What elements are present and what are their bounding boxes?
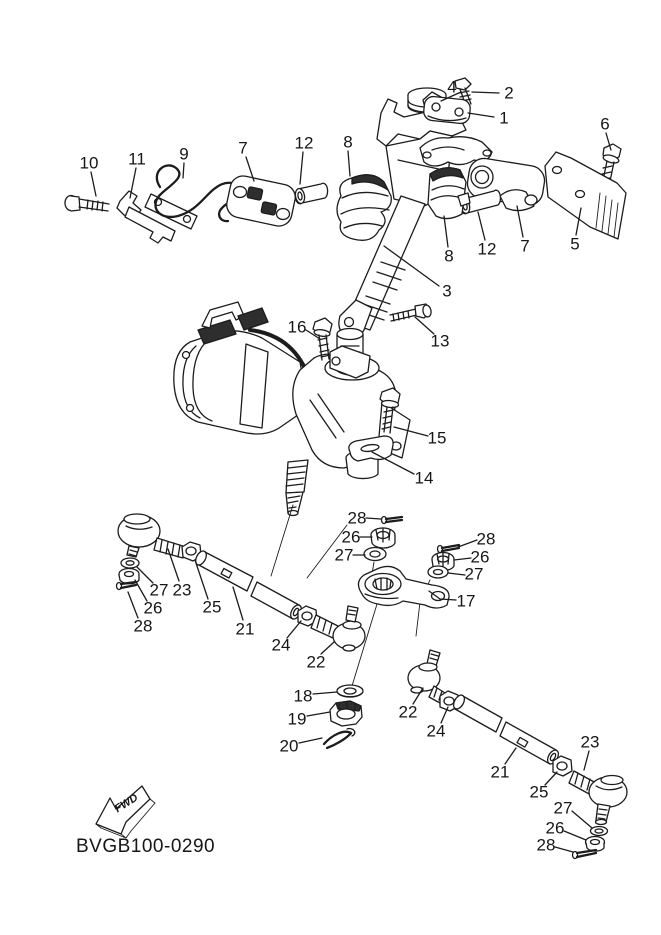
callout-part-26: 26 (470, 547, 490, 567)
part-18-washer (337, 685, 363, 697)
fwd-label: FWD (112, 791, 141, 816)
leader-line-28 (458, 540, 477, 547)
part-27-washer-mid-right (428, 566, 448, 578)
callout-part-11: 11 (128, 149, 146, 169)
callout-part-28: 28 (133, 616, 153, 636)
callout-part-15: 15 (427, 428, 447, 448)
part-28-pin-bottom-left (117, 582, 137, 590)
leader-line-20 (299, 738, 322, 743)
leader-line-21 (233, 587, 243, 620)
part-28-pin-mid-left (382, 517, 403, 524)
leader-line-27 (572, 811, 592, 828)
callout-part-22: 22 (398, 702, 418, 722)
callout-part-7: 7 (238, 138, 248, 158)
leader-line-26 (564, 831, 586, 840)
part-23-tie-rod-end-left (118, 514, 186, 558)
callout-part-10: 10 (79, 153, 99, 173)
part-26-nut-bottom-right (586, 837, 605, 852)
part-19-castle-nut (330, 701, 362, 726)
part-28-pin-bottom-right (573, 850, 597, 859)
callout-part-9: 9 (179, 144, 189, 164)
leader-line-9 (183, 163, 184, 178)
callout-part-23: 23 (580, 732, 600, 752)
callout-part-22: 22 (306, 652, 326, 672)
leader-line-10 (91, 172, 96, 196)
callout-part-13: 13 (430, 331, 450, 351)
leader-line-1 (468, 113, 494, 117)
part-7-damper-housing-left (224, 174, 297, 229)
callout-part-25: 25 (529, 782, 549, 802)
callout-part-27: 27 (149, 580, 169, 600)
leader-line-12 (478, 212, 485, 240)
callout-part-28: 28 (476, 529, 496, 549)
callout-part-19: 19 (287, 709, 307, 729)
part-1-handlebar-clamp (423, 96, 471, 125)
part-21-tie-rod-right (451, 693, 560, 765)
leader-line-19 (307, 712, 330, 716)
part-13-bolt (390, 304, 432, 321)
callout-part-14: 14 (414, 468, 434, 488)
part-22-tie-rod-end-inner-left (311, 606, 365, 651)
fwd-arrow (96, 786, 155, 838)
callout-part-28: 28 (347, 508, 367, 528)
callout-part-26: 26 (341, 527, 361, 547)
callout-part-24: 24 (426, 721, 446, 741)
leader-line-28 (366, 518, 381, 519)
callout-part-20: 20 (279, 736, 299, 756)
callout-part-17: 17 (456, 591, 476, 611)
part-27-washer-bottom-right (591, 827, 608, 836)
callout-part-8: 8 (444, 246, 454, 266)
part-27-washer-mid-left (364, 548, 386, 561)
part-8-damper-left (337, 175, 391, 241)
callout-part-26: 26 (143, 598, 163, 618)
callout-part-8: 8 (343, 132, 353, 152)
drawing-code: BVGB100-0290 (76, 836, 216, 857)
leader-line-28 (555, 847, 573, 852)
callout-part-6: 6 (600, 114, 610, 134)
callout-part-27: 27 (334, 545, 354, 565)
steering-gear-output-shaft (286, 460, 308, 516)
callout-part-12: 12 (477, 239, 497, 259)
callout-part-5: 5 (570, 234, 580, 254)
callout-part-23: 23 (172, 580, 192, 600)
callout-part-18: 18 (293, 686, 313, 706)
leader-line-2 (472, 92, 499, 93)
callout-part-4: 4 (447, 77, 457, 97)
part-10-bolt (65, 196, 109, 212)
leader-line-26 (454, 558, 471, 560)
part-28-pin-mid-right (438, 545, 460, 553)
callout-part-12: 12 (294, 133, 314, 153)
leader-line-8 (348, 151, 350, 176)
callout-part-24: 24 (271, 635, 291, 655)
part-12-pin-left (294, 183, 327, 204)
leader-line-12 (300, 152, 303, 184)
callout-part-1: 1 (499, 108, 509, 128)
leader-line-28 (128, 592, 138, 618)
leader-line-27 (448, 573, 465, 575)
part-22-tie-rod-end-inner-right (408, 650, 445, 703)
steering-gear-input-shaft (330, 329, 370, 379)
callout-part-7: 7 (520, 236, 530, 256)
callout-part-26: 26 (545, 818, 565, 838)
callout-part-27: 27 (553, 798, 573, 818)
part-20-cotter-pin (324, 729, 355, 748)
part-26-nut-mid-left (371, 528, 395, 548)
callout-part-25: 25 (202, 597, 222, 617)
leader-line-23 (584, 751, 589, 770)
callout-part-28: 28 (536, 835, 556, 855)
leader-line-8 (444, 216, 448, 247)
callout-part-21: 21 (235, 619, 255, 639)
part-27-washer-bottom-left (121, 558, 139, 568)
callout-part-27: 27 (464, 564, 484, 584)
callout-part-2: 2 (504, 83, 514, 103)
leader-line-18 (313, 692, 337, 694)
callout-part-21: 21 (490, 762, 510, 782)
callout-part-3: 3 (442, 281, 452, 301)
callout-part-16: 16 (287, 317, 307, 337)
